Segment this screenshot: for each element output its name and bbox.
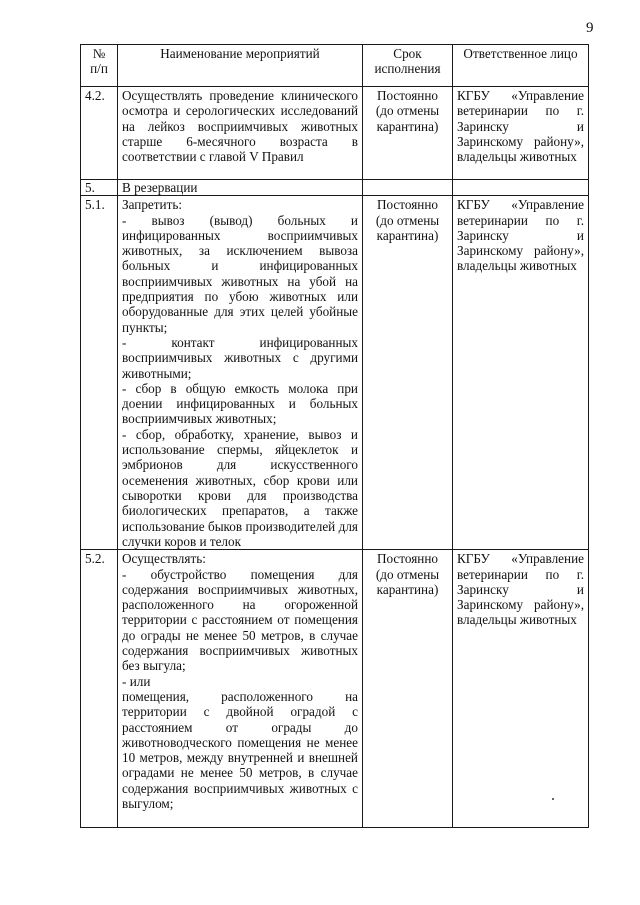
table-row xyxy=(81,196,589,550)
row-term: Постоянно (до отмены карантина) xyxy=(363,196,453,550)
row-measure-text: Осуществлять проведение клинического осмотра и серологических исследований на лейкоз восприимчивых животных старше 6-месячного возраста в соответствии с главой V Правил xyxy=(118,87,363,180)
table-row-section xyxy=(81,180,589,196)
table-header-row xyxy=(81,45,589,87)
table-row xyxy=(81,87,589,180)
row-term: Постоянно (до отмены карантина) xyxy=(363,550,453,828)
list-item: помещения, расположенного на территории с двойной оградой с расстоянием от ограды до животноводческого помещения не менее 10 метров, между внутренней и внешней оградами не менее 50 метров, в случае содержания восприимчивых животных с выгулом; xyxy=(122,688,358,812)
header-number: № п/п xyxy=(81,45,118,87)
page-number: 9 xyxy=(586,20,594,36)
measures-table xyxy=(80,44,589,828)
list-intro: Осуществлять: xyxy=(122,551,206,567)
list-intro: Запретить: xyxy=(122,197,183,213)
header-responsible: Ответственное лицо xyxy=(453,45,589,87)
list-item: - сбор в общую емкость молока при доении инфицированных и больных восприимчивых животных; xyxy=(122,380,358,427)
row-section-title: В резервации xyxy=(118,180,363,196)
list-item: - контакт инфицированных восприимчивых животных с другими животными; xyxy=(122,334,358,381)
list-item: - или xyxy=(122,673,151,689)
header-measure-name: Наименование мероприятий xyxy=(118,45,363,87)
row-number: 5.1. xyxy=(81,196,118,550)
row-number: 5.2. xyxy=(81,550,118,828)
list-item: - вывоз (вывод) больных и инфицированных восприимчивых животных, за исключением вывоза больных и инфицированных восприимчивых животных на убой на предприятия по убою животных или оборудованные для этих целей убойные пункты; xyxy=(122,212,358,335)
table-row xyxy=(81,550,589,828)
row-number: 4.2. xyxy=(81,87,118,180)
row-term: Постоянно (до отмены карантина) xyxy=(363,87,453,180)
row-measure-list xyxy=(118,550,363,828)
list-item: - сбор, обработку, хранение, вывоз и использование спермы, яйцеклеток и эмбрионов для искусственного осеменения животных, сбор крови или сыворотки крови для производства биологических препаратов, а также использование быков производителей для случки коров и телок xyxy=(122,426,358,549)
row-responsible: КГБУ «Управление ветеринарии по г. Заринску и Заринскому району», владельцы животных xyxy=(453,87,589,180)
row-term xyxy=(363,180,453,196)
row-responsible: КГБУ «Управление ветеринарии по г. Заринску и Заринскому району», владельцы животных xyxy=(453,550,589,828)
row-number: 5. xyxy=(81,180,118,196)
header-term: Срок исполнения xyxy=(363,45,453,87)
list-item: - обустройство помещения для содержания восприимчивых животных, расположенного на огороженной территории с расстоянием от помещения до ограды не менее 50 метров, в случае содержания восприимчивых животных без выгула; xyxy=(122,566,358,674)
row-measure-list xyxy=(118,196,363,550)
row-responsible: КГБУ «Управление ветеринарии по г. Заринску и Заринскому району», владельцы животных xyxy=(453,196,589,550)
row-responsible xyxy=(453,180,589,196)
scan-speck xyxy=(552,798,554,800)
